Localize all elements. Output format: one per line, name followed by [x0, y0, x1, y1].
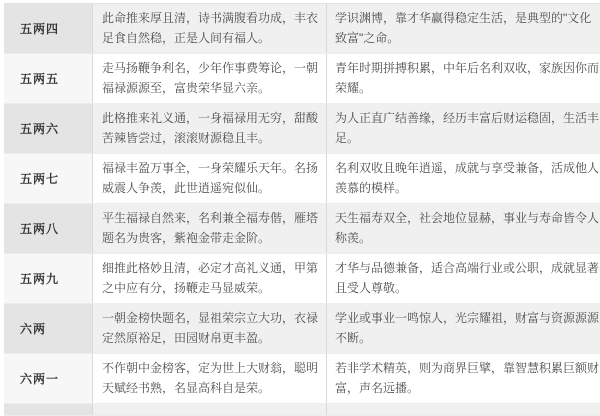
weight-label: 五两八 — [4, 204, 93, 253]
weight-label — [4, 404, 93, 415]
fortune-interpretation: 名利双收且晚年逍遥，成就与享受兼备，活成他人羡慕的模样。 — [335, 161, 600, 195]
weight-label: 五两六 — [4, 104, 93, 153]
fortune-verse: 平生福禄自然来，名利兼全福寿偕，雁塔题名为贵客，紫袍金带走金阶。 — [93, 204, 327, 253]
table-row-partial — [4, 404, 600, 416]
weight-label: 五两九 — [4, 254, 93, 303]
fortune-verse: 一朝金榜快题名，显祖荣宗立大功，衣禄定然原裕足，田园财帛更丰盈。 — [93, 304, 327, 353]
fortune-interpretation: 学识渊博，靠才华赢得稳定生活，是典型的"文化致富"之命。 — [335, 11, 592, 45]
fortune-verse: 不作朝中金榜客，定为世上大财翁，聪明天赋经书熟，名显高科自是荣。 — [93, 354, 327, 403]
table-row — [4, 154, 600, 204]
fortune-interpretation — [327, 404, 600, 415]
fortune-interpretation: 若非学术精英，则为商界巨擘，靠智慧积累巨额财富，声名远播。 — [335, 361, 600, 395]
fortune-verse: 走马扬鞭争利名，少年作事费筹论，一朝福禄源源至，富贵荣华显六亲。 — [93, 54, 327, 103]
table-row — [4, 354, 600, 404]
table-row — [4, 4, 600, 54]
table-row — [4, 204, 600, 254]
weight-label: 五两四 — [4, 4, 93, 53]
weight-label: 五两五 — [4, 54, 93, 103]
table-row — [4, 54, 600, 104]
table-row — [4, 254, 600, 304]
bone-weight-fortune-table — [4, 3, 600, 416]
fortune-verse: 此格推来礼义通，一身福禄用无穷，甜酸苦辣皆尝过，滚滚财源稳且丰。 — [93, 104, 327, 153]
weight-label: 六两一 — [4, 354, 93, 403]
weight-label: 五两七 — [4, 154, 93, 203]
fortune-interpretation: 青年时期拼搏积累，中年后名利双收，家族因你而荣耀。 — [335, 61, 600, 95]
table-row — [4, 104, 600, 154]
table-row — [4, 304, 600, 354]
weight-label: 六两 — [4, 304, 93, 353]
fortune-verse: 福禄丰盈万事全，一身荣耀乐天年。名扬威震人争羡，此世逍遥宛似仙。 — [93, 154, 327, 203]
fortune-interpretation: 才华与品德兼备，适合高端行业或公职，成就显著且受人尊敬。 — [335, 261, 600, 295]
fortune-verse — [93, 404, 327, 415]
fortune-verse: 此命推来厚且清，诗书满腹看功成，丰衣足食自然稳，正是人间有福人。 — [93, 4, 327, 53]
fortune-interpretation: 学业或事业一鸣惊人，光宗耀祖，财富与资源源源不断。 — [335, 311, 600, 345]
fortune-interpretation: 天生福寿双全，社会地位显赫，事业与寿命皆令人称羡。 — [335, 211, 600, 245]
fortune-interpretation: 为人正直广结善缘，经历丰富后财运稳固，生活丰足。 — [335, 111, 600, 145]
fortune-verse: 细推此格妙且清，必定才高礼义通，甲第之中应有分，扬鞭走马显威荣。 — [93, 254, 327, 303]
